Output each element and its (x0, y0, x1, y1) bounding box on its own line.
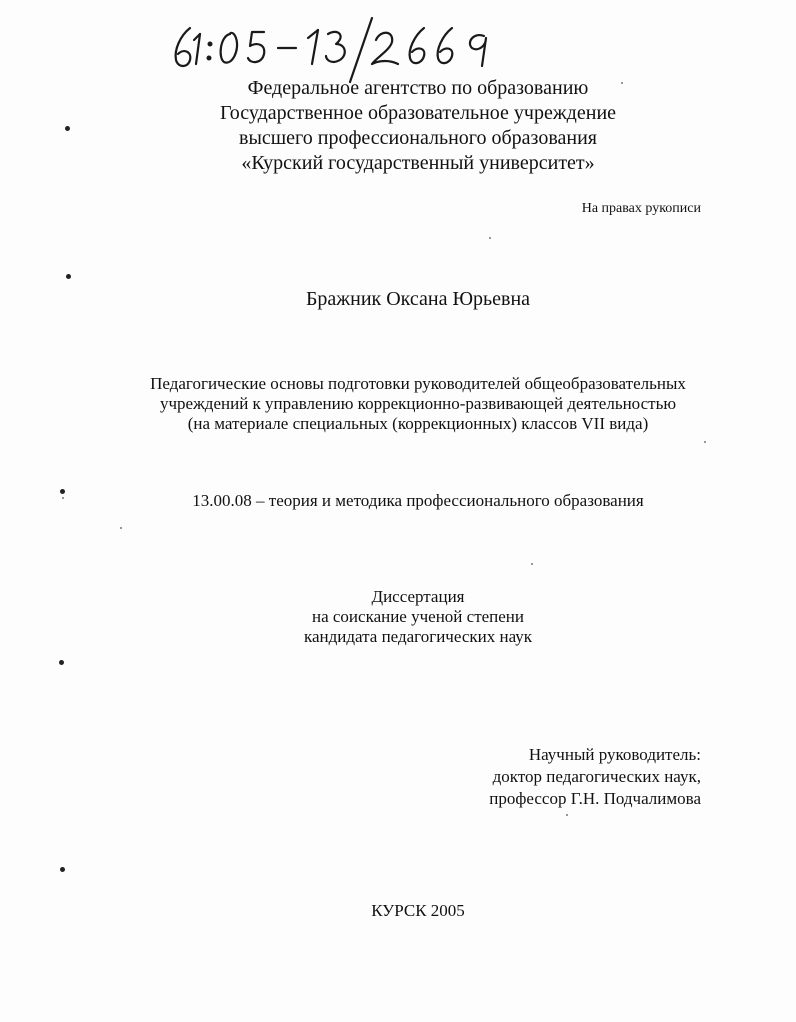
scan-speck (120, 527, 122, 529)
degree-line-1: Диссертация (371, 587, 465, 606)
institution-line-1: Федеральное агентство по образованию (247, 77, 589, 99)
title-line-1: Педагогические основы подготовки руководителей общеобразовательных (150, 374, 686, 393)
advisor-line-1: Научный руководитель: (528, 745, 701, 764)
scan-speck (704, 441, 706, 443)
scientific-advisor (489, 744, 701, 810)
specialty-code: 13.00.08 – теория и методика профессионального образования (192, 491, 644, 510)
manuscript-note: На правах рукописи (581, 201, 701, 216)
advisor-line-2: доктор педагогических наук, (492, 767, 701, 786)
institution-line-4: «Курский государственный университет» (241, 152, 595, 174)
scan-speck (489, 237, 491, 239)
degree-statement (0, 587, 796, 647)
degree-line-2: на соискание ученой степени (311, 607, 525, 626)
city-year: КУРСК 2005 (371, 901, 465, 920)
institution-header (0, 76, 796, 176)
degree-line-3: кандидата педагогических наук (303, 627, 533, 646)
binding-mark (66, 274, 71, 279)
binding-mark (59, 660, 64, 665)
scan-speck (566, 814, 568, 816)
author-name: Бражник Оксана Юрьевна (305, 288, 531, 310)
scan-speck (62, 497, 64, 499)
advisor-line-3: профессор Г.Н. Подчалимова (489, 789, 701, 808)
scan-speck (531, 563, 533, 565)
institution-line-3: высшего профессионального образования (239, 127, 597, 149)
scan-speck (621, 82, 623, 84)
institution-line-2: Государственное образовательное учреждение (219, 102, 617, 124)
binding-mark (65, 126, 70, 131)
title-line-2: учреждений к управлению коррекционно-развивающей деятельностью (159, 394, 677, 413)
binding-mark (60, 489, 65, 494)
handwritten-archive-number (168, 14, 508, 84)
title-line-3: (на материале специальных (коррекционных) классов VII вида) (187, 414, 649, 433)
binding-mark (60, 867, 65, 872)
handwritten-archive-number-drawing (168, 14, 508, 84)
dissertation-title (0, 374, 796, 434)
